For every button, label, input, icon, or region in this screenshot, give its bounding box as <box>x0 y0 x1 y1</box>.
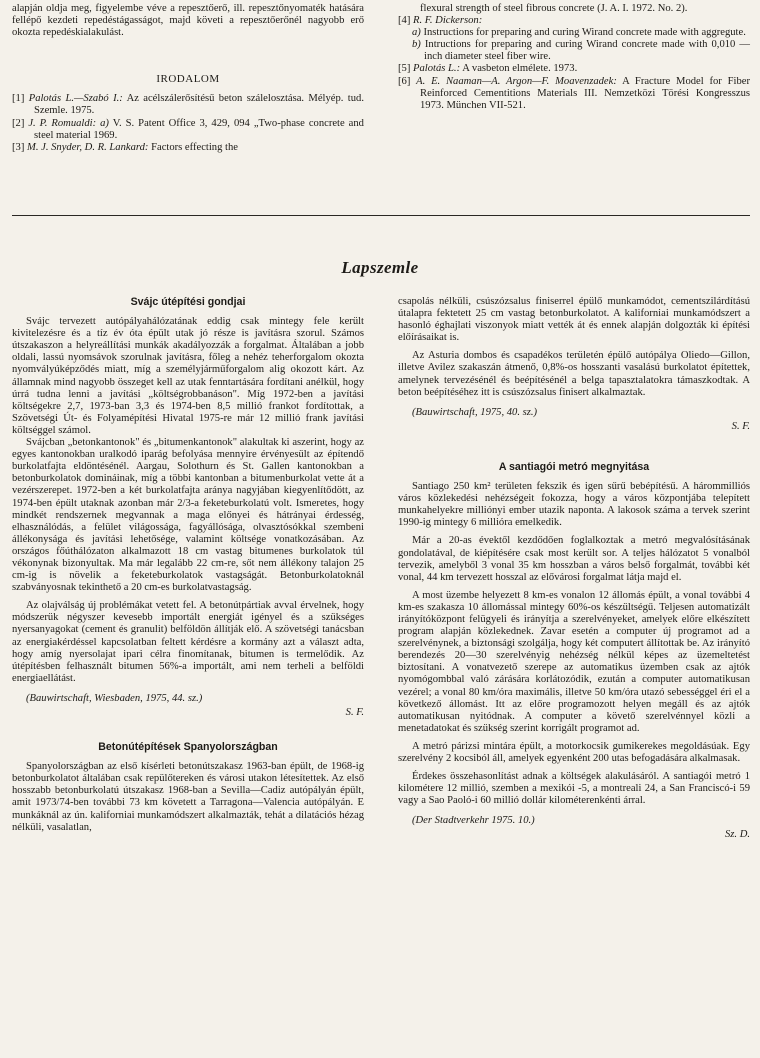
reference-text: A vasbeton elmélete. 1973. <box>462 63 578 75</box>
reference-number: [3] <box>12 141 25 153</box>
article-paragraph: Svájcban „betonkantonok" és „bitumenkantonok" alakultak ki aszerint, hogy az egyes kantonokban uralkodó iparág befolyása mennyire érvényesült az építendő burkolatfajta eldöntésénél. Aargau, Solothurn és St. Gallen kantonokban a betonburkolatok domináinak, míg a többi kantonban a bitumenburkolat vette át a vezérszerepet. 1972-ben a két burkolatfajta aránya nagyjában kiegyenlítődött, az 1974-ben épült utaknak azonban már 2/3-a feketeburkolatú volt. Ismeretes, hogy mindkét rendszernek megvannak a maga előnyei és hátrányai érdesség, elhasználódás, a felület világossága, fagyállósága, olvasztósókkal szembeni állékonysága és javítási lehetősége, valamint költsége vonatkozásában. Az országos főúthálózaton alkalmazott 18 cm vastag bitumenes burkolatok túl vékonynak bizonyultak. Ma már legalább 22 cm-re, sőt nem állékony talajon 25 cm-ig is növelik a feketeburkolatok vastagságát. Betonburkolatoknál szabványosnak tekinthető a 20 cm-es burkolatvastagság. <box>12 437 364 594</box>
article-paragraph: Az Asturia dombos és csapadékos területén épülő autópálya Oliedo—Gillon, illetve Avilez szakaszán átmenő, 0,8%-os hosszanti vasalású burkolatot építettek, amelynek tervezésénél és beépítésénél a belga tapasztalatokra támaszkodtak. A beton beépítéséhez itt is csúszózsalus finisert alkalmaztak. <box>398 350 750 398</box>
article-signature: Sz. D. <box>724 829 750 841</box>
reference-item <box>12 142 364 154</box>
article-paragraph: Svájc tervezett autópályahálózatának eddig csak mintegy fele került kivitelezésre és a tíz év óta épült utak jó része is javításra szorul. Számos útszakaszon a helyreállítási munkák akadályozzák a forgalmat. Általában a jobb oldali, lassú nyomsávok szorulnak javításra, főleg a nehéz teherforgalom okozta nyomvályúképződés miatt, míg a személyjárműforgalom alig okozott kárt. Az államnak mind nagyobb összeget kell az utak fenntartására fordítani anélkül, hogy úrrá tudna lenni a javítási „költségrobbanáson". Míg 1972-ben a javítási költségekre 2,7, 1973-ban 3,3 és 1974-ben 8,5 millió frankot fordítottak, a Szövetségi Út- és Folyamépítési Hivatal 1975-re már 12 millió frank javítási költséggel számol. <box>12 316 364 436</box>
reference-authors: M. J. Snyder, D. R. Lankard: <box>27 141 149 153</box>
reference-text: A Fracture Model for Fiber Reinforced Cementitions Materials III. Nemzetközi Törési Kongresszus 1973. München VII-521. <box>420 75 750 111</box>
journal-section-title: Lapszemle <box>341 258 419 277</box>
top-left-column <box>12 3 364 154</box>
reference-number: [6] <box>398 75 411 87</box>
reference-subitem <box>398 27 750 39</box>
article-paragraph: Érdekes összehasonlítást adnak a költségek alakulásáról. A santiagói metró 1 kilométere 12 millió, szemben a mexikói -5, a montreali 24, a San Franciscó-i 59 vagy a Sao Paoló-i 60 millió dollár kilométerenkénti árral. <box>398 771 750 807</box>
article-signature: S. F. <box>731 420 750 432</box>
reference-authors: J. P. Romualdi: a) <box>28 117 109 129</box>
reference-subitem <box>398 39 750 63</box>
article-source: (Bauwirtschaft, 1975, 40. sz.) <box>412 406 538 418</box>
article-paragraph: A most üzembe helyezett 8 km-es vonalon 12 állomás épült, a vonal további 4 km-es szakasza 10 állomással mintegy 60%-os készültségű. Teljesen automatizált irányítóközpont felügyeli és irányítja a szerelvényeket, amelyek előre elkészített program alapján közlekednek. Zavar esetén a computer új programot ad a szerelvénynek, a biztonsági szolgálja, hogy két computert állítottak be. Az irányító berendezés 20—30 szerelvényig nehézség nélkül képes az üzemeltetést biztosítani. A vonatvezető szerepe az automatikus üzemben csak az ajtók nyomógombbal való zárására korlátozódik, ezután a computer automatikusan vezérel; a vonal 80 km/óra maximális, illetve 50 km/óra utazó sebességgel éri el a következő állomást. Itt az előre programozott helyen megáll és az ajtók automatikusan nyitódnak. A computer a követő szerelvénnyel közli a menetadatokat és szükség szerint korrigált programot ad. <box>398 589 750 734</box>
reference-number: [1] <box>12 93 25 105</box>
subitem-label: b) <box>412 39 421 51</box>
top-right-column <box>398 3 750 112</box>
reference-item <box>398 76 750 112</box>
left-column <box>12 296 364 834</box>
article-source: (Der Stadtverkehr 1975. 10.) <box>412 815 535 827</box>
reference-item <box>12 118 364 142</box>
article-title-svajc: Svájc útépítési gondjai <box>130 296 246 308</box>
reference-number: [5] <box>398 63 411 75</box>
reference-continuation: flexural strength of steel fibrous concrete (J. A. I. 1972. No. 2). <box>420 3 688 14</box>
article-paragraph: Spanyolországban az első kísérleti betonútszakasz 1963-ban épült, de 1968-ig betonburkolatot általában csak repülőtereken és városi utakon létesítettek. Az első hosszabb betonburkolatú útszakasz 1968-ban a Sevilla—Cadiz autópályán épült, amit 1973/74-ben további 73 km követett a Tarragona—Valencia autópályán. E munkáknál az ún. kaliforniai munkamódszert alkalmazták, tehát a dilatációs hézag nélküli, vasalatlan, <box>12 761 364 833</box>
subitem-text: Intructions for preparing and curing Wirand concrete made with 0,010 — inch diameter steel fiber wire. <box>424 39 750 63</box>
reference-item <box>398 15 750 27</box>
reference-authors: R. F. Dickerson: <box>413 15 483 27</box>
article-paragraph: Santiago 250 km² területen fekszik és igen sűrű bebépítésű. A hárommilliós város közlekedési nehézségeit fokozza, hogy a város központjába telepített munkahelyekre milliónyi ember utazik naponta. A lakosok száma a tervek szerint 1990-ig mintegy 6 millióra emelkedik. <box>398 481 750 529</box>
right-column <box>398 296 750 842</box>
article-paragraph: A metró párizsi mintára épült, a motorkocsik gumikerekes megoldásúak. Egy szerelvény 2 kocsiból áll, amelyek egyenként 200 utas befogadására alkalmasak. <box>398 740 750 764</box>
article-source: (Bauwirtschaft, Wiesbaden, 1975, 44. sz.) <box>26 692 203 704</box>
article-title-santiago: A santiagói metró megnyitása <box>498 460 650 473</box>
subitem-label: a) <box>412 27 421 39</box>
article-paragraph: Már a 20-as évektől kezdődően foglalkoztak a metró megvalósításának gondolatával, de kiépítésére csak most került sor. A teljes hálózatot 5 vonalból tervezik, amelyből 3 vonal 35 km hosszban a város belső forgalmát, további két vonal, 44 km tervezett hosszal az elővárosi forgalmat látja majd el. <box>398 535 750 583</box>
reference-item <box>12 93 364 117</box>
reference-authors: Palotás L.: <box>413 63 461 75</box>
reference-authors: Palotás L.—Szabó I.: <box>28 93 123 105</box>
reference-number: [4] <box>398 15 411 27</box>
subitem-text: Instructions for preparing and curing Wirand concrete made with aggregute. <box>423 27 746 39</box>
reference-authors: A. E. Naaman—A. Argon—F. Moavenzadek: <box>416 75 617 87</box>
article-paragraph: Az olajválság új problémákat vetett fel. A betonútpártiak avval érvelnek, hogy módszerük négyszer kevesebb importált energiát igényel és a szükséges nyersanyagokat (cement és granulit) belföldön állítják elő. A szövetségi tanácsban az energiakérdéssel kapcsolatban feltett kérdésre a kormány azt a választ adta, hogy amíg nyersolajat ipari célra finomítanak, bitumen is termelődik. Az útépítésben felhasznált bitumen 56%-a importált, ami nem terheli a belföldi energiaellátást. <box>12 600 364 684</box>
article-paragraph: csapolás nélküli, csúszózsalus finiserrel épülő munkamódot, cementszilárdítású útalapra fektetett 25 cm vastag betonburkolatot. A kaliforniai munkamódszert a hasonló éghajlati viszonyok miatt vették át és ennek alapján dolgozták ki építési előírásaikat is. <box>398 296 750 344</box>
horizontal-divider <box>12 215 750 216</box>
reference-number: [2] <box>12 117 25 129</box>
irodalom-heading: IRODALOM <box>156 73 220 86</box>
reference-item <box>398 63 750 75</box>
article-title-spanyol: Betonútépítések Spanyolországban <box>98 741 278 754</box>
article-signature: S. F. <box>345 707 364 718</box>
reference-text: Factors effecting the <box>151 141 238 153</box>
reference-text: Az acélszálerősítésű beton szálelosztása. Mélyép. tud. Szemle. 1975. <box>34 93 364 117</box>
intro-paragraph: alapján oldja meg, figyelembe véve a repesztőerő, ill. repesztőnyomaték hatására fellépő kezdeti repedéstágasságot, majd követi a repesztőerőnél nagyobb erő okozta repedéskialakulást. <box>12 3 364 39</box>
reference-text: V. S. Patent Office 3, 429, 094 „Two-phase concrete and steel material 1969. <box>34 117 364 141</box>
